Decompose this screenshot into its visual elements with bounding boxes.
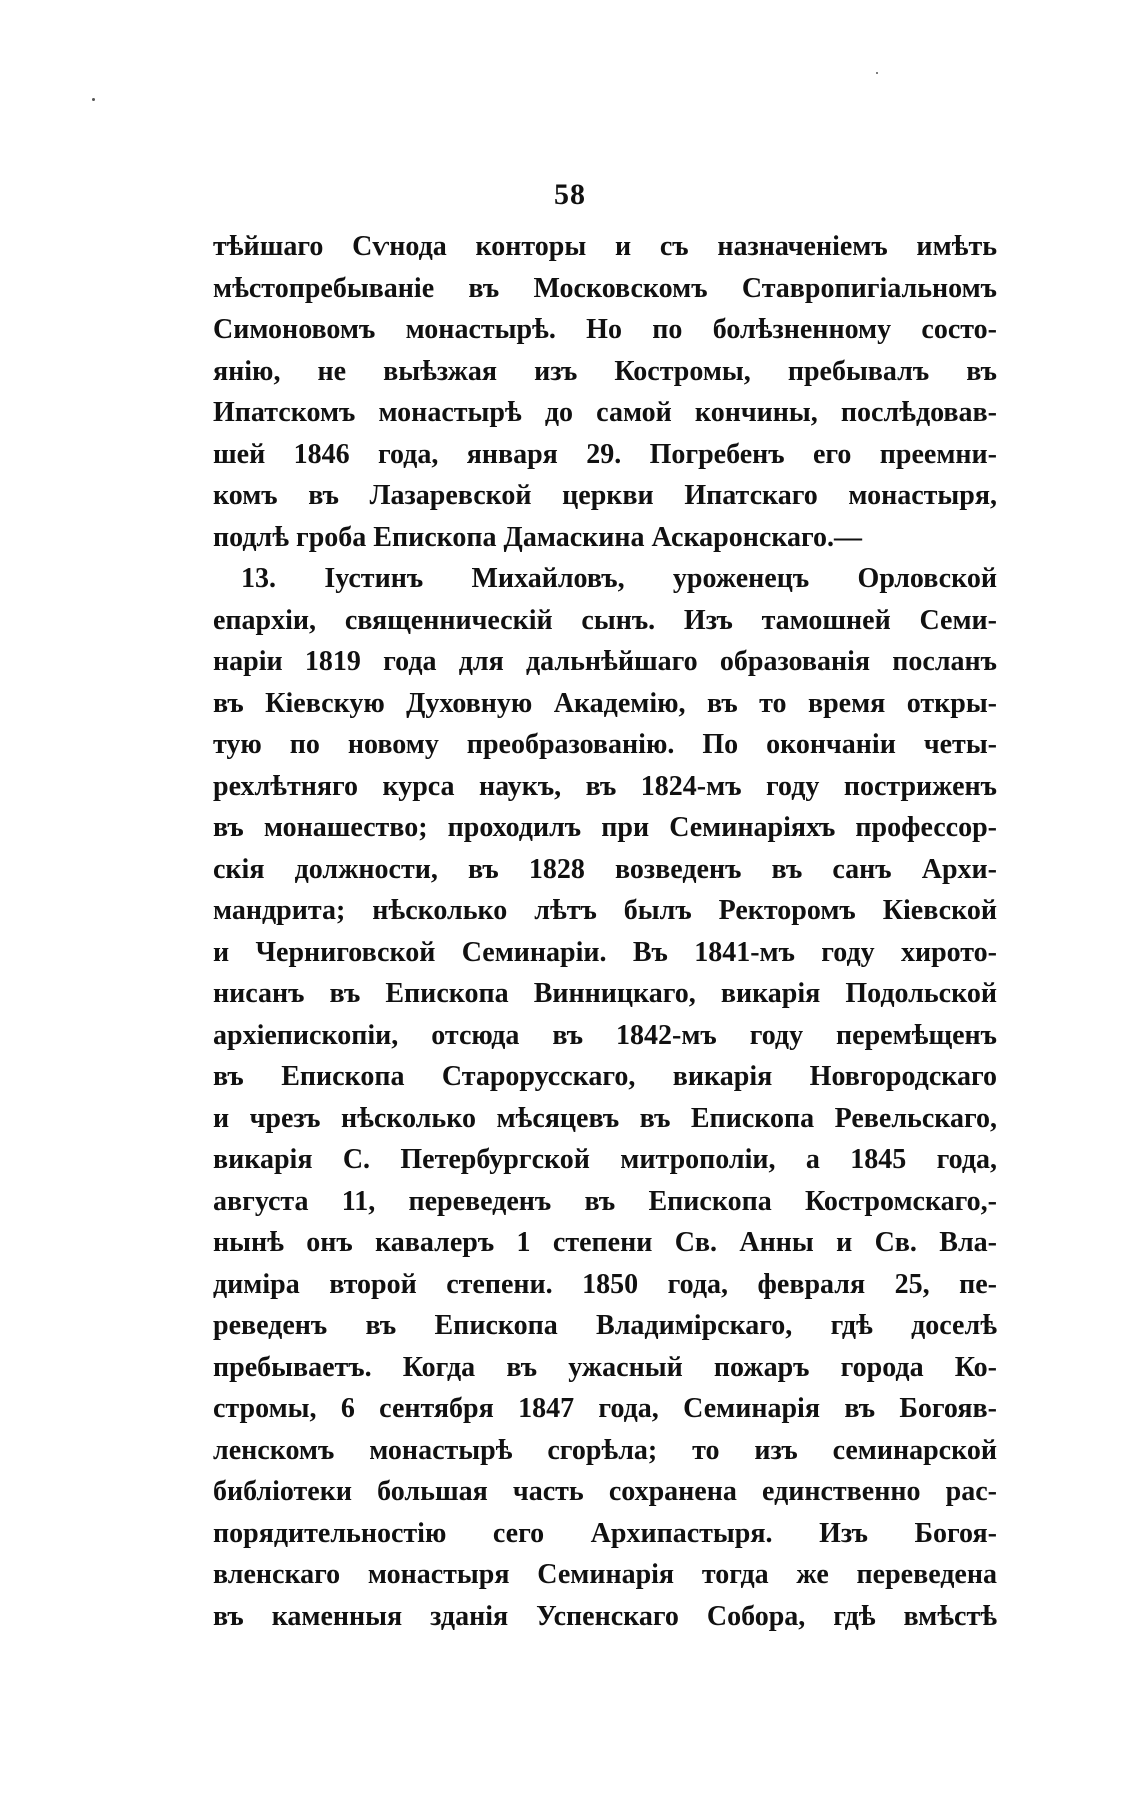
paragraph-start-line: 13. Іустинъ Михайловъ, уроженецъ Орловской xyxy=(241,563,997,594)
text-line: въ Епископа Старорусскаго, викарія Новгородскаго xyxy=(213,1061,997,1092)
text-line: порядительностію сего Архипастыря. Изъ Богоя- xyxy=(213,1517,997,1549)
page-number: 58 xyxy=(554,178,586,211)
text-line: рехлѣтняго курса наукъ, въ 1824-мъ году постриженъ xyxy=(213,770,997,802)
text-line: подлѣ гроба Епископа Дамаскина Аскаронскаго.— xyxy=(213,521,863,553)
scan-speck xyxy=(876,72,878,74)
text-line: пребываетъ. Когда въ ужасный пожаръ города Ко- xyxy=(213,1351,997,1383)
text-line: мандрита; нѣсколько лѣтъ былъ Ректоромъ Кіевской xyxy=(213,895,997,926)
text-line: викарія С. Петербургской митрополіи, а 1845 года, xyxy=(213,1144,997,1175)
text-line: библіотеки большая часть сохранена единственно рас- xyxy=(213,1476,997,1507)
text-line: реведенъ въ Епископа Владимірскаго, гдѣ доселѣ xyxy=(213,1310,997,1341)
text-line: Ипатскомъ монастырѣ до самой кончины, послѣдовав- xyxy=(213,397,997,428)
text-line: епархіи, священническій сынъ. Изъ тамошней Семи- xyxy=(213,604,997,636)
text-line: стромы, 6 сентября 1847 года, Семинарія въ Богояв- xyxy=(213,1393,997,1424)
text-line: въ монашество; проходилъ при Семинаріяхъ профессор- xyxy=(213,812,997,843)
text-line: мѣстопребываніе въ Московскомъ Ставропигіальномъ xyxy=(213,272,997,304)
text-line: нисанъ въ Епископа Винницкаго, викарія Подольской xyxy=(213,978,997,1009)
text-line: тую по новому преобразованію. По окончаніи четы- xyxy=(213,729,997,760)
text-line: ленскомъ монастырѣ сгорѣла; то изъ семинарской xyxy=(213,1434,997,1466)
text-line: скія должности, въ 1828 возведенъ въ санъ Архи- xyxy=(213,853,997,885)
text-line: архіепископіи, отсюда въ 1842-мъ году перемѣщенъ xyxy=(213,1019,997,1051)
text-line: августа 11, переведенъ въ Епископа Костромскаго,- xyxy=(213,1185,997,1217)
text-line: тѣйшаго Сѵнода конторы и съ назначеніемъ имѣть xyxy=(213,231,997,262)
text-line: янію, не выѣзжая изъ Костромы, пребывалъ въ xyxy=(213,355,997,387)
text-line: въ каменныя зданія Успенскаго Собора, гдѣ вмѣстѣ xyxy=(213,1600,997,1632)
scan-speck xyxy=(92,98,95,101)
body-text xyxy=(213,226,997,1637)
text-line: наріи 1819 года для дальнѣйшаго образованія посланъ xyxy=(213,646,997,677)
text-line: нынѣ онъ кавалеръ 1 степени Св. Анны и Св. Вла- xyxy=(213,1227,997,1258)
text-line: Симоновомъ монастырѣ. Но по болѣзненному состо- xyxy=(213,314,997,345)
text-line: диміра второй степени. 1850 года, февраля 25, пе- xyxy=(213,1268,997,1300)
text-line: вленскаго монастыря Семинарія тогда же переведена xyxy=(213,1559,997,1590)
text-line: шей 1846 года, января 29. Погребенъ его преемни- xyxy=(213,438,997,470)
text-line: и чрезъ нѣсколько мѣсяцевъ въ Епископа Ревельскаго, xyxy=(213,1102,997,1134)
text-line: комъ въ Лазаревской церкви Ипатскаго монастыря, xyxy=(213,480,997,511)
text-line: и Черниговской Семинаріи. Въ 1841-мъ году хирото- xyxy=(213,936,997,968)
text-line: въ Кіевскую Духовную Академію, въ то время откры- xyxy=(213,687,997,719)
